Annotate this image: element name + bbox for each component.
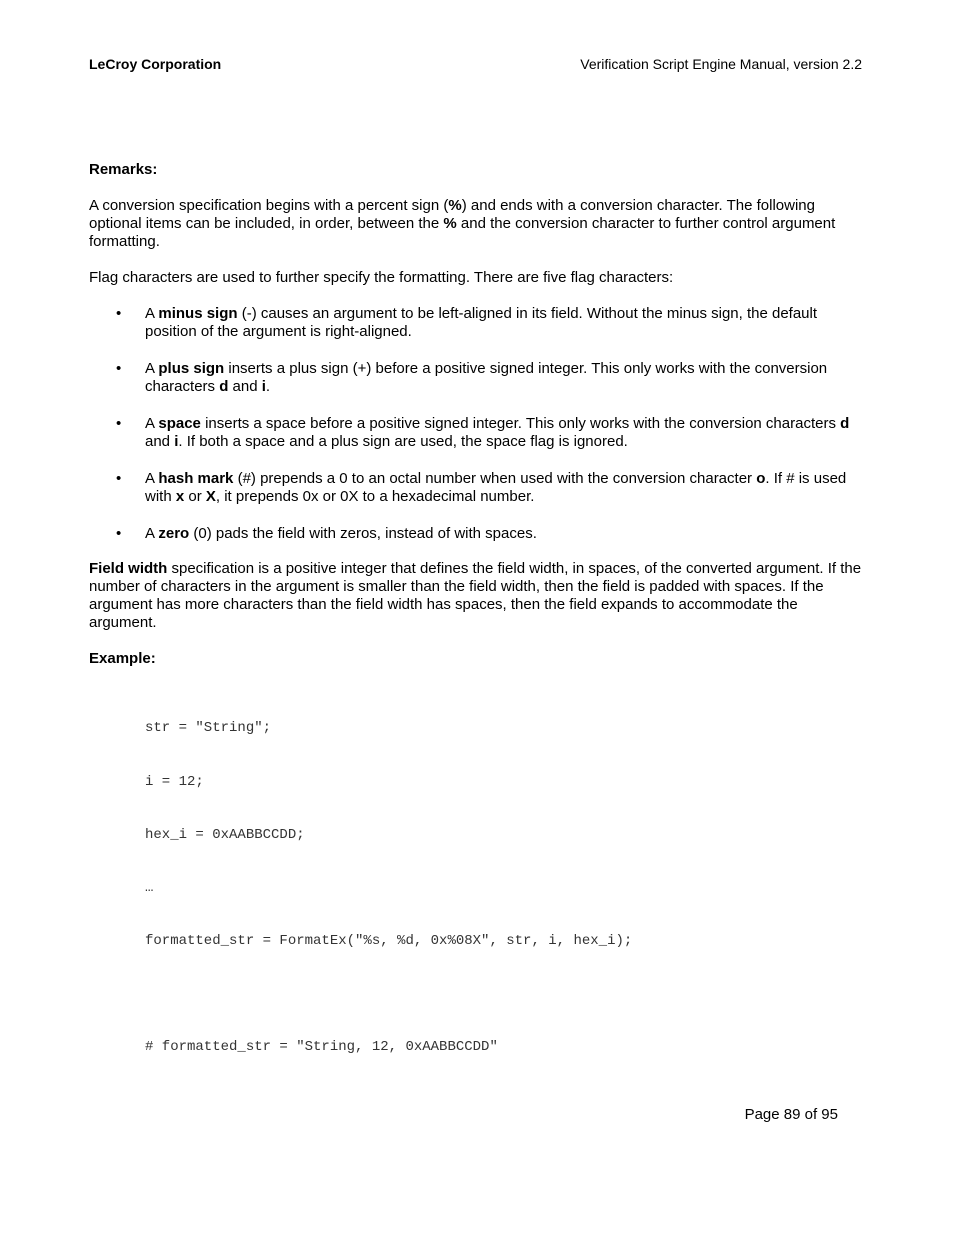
- text-run: A: [145, 305, 159, 322]
- header-company: LeCroy Corporation: [89, 56, 222, 72]
- code-line: # formatted_str = "String, 12, 0xAABBCCDD": [145, 1038, 498, 1055]
- text-run: specification is a positive integer that defines the field width, in spaces, of the converted argument. If the number of characters in the argument is smaller than the field width, then the field is padded with spaces. If the argument has more characters than the field width has spaces, then the field expands to accommodate the argument.: [89, 560, 862, 631]
- list-item: [89, 305, 869, 341]
- list-item: [89, 360, 869, 396]
- bullet-icon: •: [116, 360, 122, 377]
- remarks-intro-paragraph: [89, 197, 869, 251]
- text-run: or: [184, 488, 206, 505]
- bold-term: Field width: [89, 560, 168, 577]
- bold-term: d: [219, 378, 229, 395]
- bold-term: hash mark: [158, 470, 234, 487]
- text-run: (0) pads the field with zeros, instead of with spaces.: [189, 525, 537, 542]
- bold-percent: %: [443, 215, 457, 232]
- list-item: [89, 525, 869, 543]
- code-line: hex_i = 0xAABBCCDD;: [145, 826, 305, 843]
- page-number: Page 89 of 95: [744, 1106, 838, 1123]
- bold-percent: %: [448, 197, 462, 214]
- code-line: [145, 986, 869, 1004]
- bold-term: o: [756, 470, 766, 487]
- text-run: ) and ends with a conversion character. The following optional items can be included, in order, between the: [89, 197, 815, 232]
- bullet-icon: •: [116, 470, 122, 487]
- flags-intro-paragraph: Flag characters are used to further specify the formatting. There are five flag characters:: [89, 269, 674, 286]
- bold-term: minus sign: [158, 305, 238, 322]
- bold-term: i: [261, 378, 266, 395]
- bold-term: space: [158, 415, 201, 432]
- page-content: [89, 161, 869, 1092]
- code-line: formatted_str = FormatEx("%s, %d, 0x%08X", str, i, hex_i);: [145, 932, 633, 949]
- text-run: inserts a plus sign (+) before a positive signed integer. This only works with the conversion characters: [145, 360, 828, 395]
- code-line: …: [145, 879, 154, 896]
- text-run: A: [145, 470, 159, 487]
- list-item: [89, 415, 869, 451]
- example-heading: Example:: [89, 650, 156, 667]
- code-line: i = 12;: [145, 773, 204, 790]
- text-run: (-) causes an argument to be left-aligned in its field. Without the minus sign, the default position of the argument is right-aligned.: [145, 305, 818, 340]
- list-item: [89, 470, 869, 506]
- text-run: inserts a space before a positive signed integer. This only works with the conversion characters: [200, 415, 841, 432]
- bold-term: x: [175, 488, 185, 505]
- text-run: . If both a space and a plus sign are used, the space flag is ignored.: [178, 433, 628, 450]
- bullet-icon: •: [116, 415, 122, 432]
- header-manual-title: Verification Script Engine Manual, version 2.2: [580, 56, 862, 72]
- field-width-paragraph: [89, 560, 869, 632]
- text-run: , it prepends 0x or 0X to a hexadecimal number.: [215, 488, 535, 505]
- bold-term: d: [840, 415, 850, 432]
- code-line: str = "String";: [145, 720, 272, 737]
- text-run: . If # is used with: [145, 470, 847, 505]
- code-example: [145, 685, 869, 1092]
- text-run: and: [228, 378, 262, 395]
- bold-term: X: [205, 488, 216, 505]
- bullet-icon: •: [116, 525, 122, 542]
- bold-term: zero: [158, 525, 190, 542]
- flag-list: [89, 305, 869, 543]
- text-run: and: [145, 433, 175, 450]
- remarks-heading: Remarks:: [89, 161, 158, 178]
- text-run: A: [145, 415, 159, 432]
- text-run: A: [145, 360, 159, 377]
- text-run: A conversion specification begins with a percent sign (: [89, 197, 449, 214]
- text-run: .: [265, 378, 271, 395]
- text-run: and the conversion character to further control argument formatting.: [89, 215, 836, 250]
- bold-term: i: [174, 433, 179, 450]
- bold-term: plus sign: [158, 360, 225, 377]
- text-run: (#) prepends a 0 to an octal number when used with the conversion character: [233, 470, 757, 487]
- text-run: A: [145, 525, 159, 542]
- bullet-icon: •: [116, 305, 122, 322]
